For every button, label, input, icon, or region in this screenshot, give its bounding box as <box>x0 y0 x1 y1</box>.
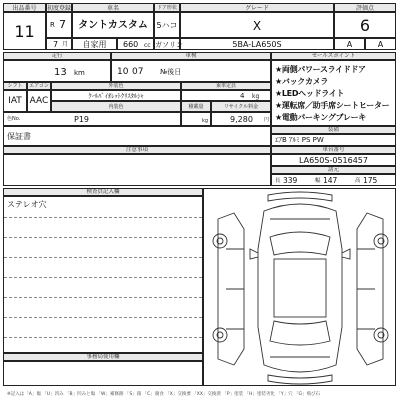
inspection-month-value: 07 <box>132 67 144 77</box>
recycle-value: 9,280 <box>230 115 253 124</box>
inspector-note: ステレオ穴 <box>7 200 47 209</box>
notes-header-label: 注意事項 <box>125 147 148 153</box>
score-value: 6 <box>359 16 371 35</box>
car-diagram-panel <box>203 188 396 386</box>
mileage-header <box>3 52 111 60</box>
exterior-grade-cell <box>365 38 396 50</box>
displacement-value: 660 <box>123 40 139 49</box>
interior-color-header <box>51 101 181 112</box>
mileage-cell <box>3 60 111 82</box>
interior-grade-cell <box>334 38 365 50</box>
shift-cell <box>3 90 27 112</box>
equipment-cell <box>271 134 396 146</box>
sales-points-cell <box>271 60 396 126</box>
doors-value: 5ハコ <box>156 21 178 30</box>
doors-cell <box>154 12 180 38</box>
lot-no-header-label: 出品番号 <box>12 4 37 12</box>
recycle-cell <box>211 112 271 126</box>
color-no-cell <box>3 112 181 126</box>
inspection-year-value: 10 <box>117 67 129 77</box>
fuel-value: ガソリン <box>155 40 183 49</box>
color-no-label: 色No. <box>7 116 21 122</box>
exterior-color-cell <box>51 90 181 101</box>
notes-cell <box>3 154 271 186</box>
sales-point-item: ★電動パーキングブレーキ <box>275 113 367 122</box>
usage-value: 自家用 <box>82 40 107 49</box>
legend-footer: ※記入は「A」傷 「U」凹み 「B」凹みと傷 「W」補修跡 「S」錆 「C」腐食 「X」交換要 「XX」交換済 「P」塗装 「H」塗装劣化 「Y」穴 「G」飛び石 <box>7 392 320 397</box>
year-value: 7 <box>59 18 66 31</box>
sales-point-item: ★LEDヘッドライト <box>275 89 345 98</box>
office-header <box>3 353 203 361</box>
sales-point-item: ★運転席／助手席シートヒーター <box>275 101 390 110</box>
capacity-cell <box>181 112 211 126</box>
dims-header <box>271 166 396 174</box>
lot-no-value: 11 <box>14 22 35 41</box>
shift-value: IAT <box>8 96 22 106</box>
interior-color-header-label: 内装色 <box>108 103 124 110</box>
warranty-value: 保証書 <box>7 132 31 141</box>
warranty-cell <box>3 126 271 146</box>
grade-header-label: グレード <box>244 4 269 12</box>
car-damage-diagram <box>204 189 397 387</box>
month-unit: 月 <box>62 41 69 48</box>
notes-header <box>3 146 271 154</box>
month-value: 7 <box>53 40 59 49</box>
seats-header-label: 乗車定員 <box>215 83 236 89</box>
doors-header <box>154 3 180 12</box>
score-cell <box>334 12 396 38</box>
sales-points-header <box>271 52 396 60</box>
grade-header <box>180 3 334 12</box>
capacity-unit: kg <box>202 118 209 124</box>
month-cell <box>46 38 72 50</box>
lot-no-header <box>3 3 46 12</box>
exterior-color-header <box>51 82 181 90</box>
mileage-header-label: 走行 <box>51 53 63 59</box>
length-value: 339 <box>283 176 298 185</box>
recycle-header <box>211 101 271 112</box>
fuel-cell <box>154 38 183 50</box>
car-name-value: タントカスタム <box>78 20 148 31</box>
seats-cell <box>181 90 271 101</box>
capacity-header-label: 積載量 <box>188 103 204 110</box>
displacement-unit: cc <box>144 42 151 49</box>
seats-header <box>181 82 271 90</box>
inspector-cell <box>3 196 203 353</box>
aircon-value: AAC <box>29 96 49 106</box>
mileage-value: 13 <box>54 67 67 78</box>
dims-cell <box>271 174 396 186</box>
auction-sheet <box>3 3 396 397</box>
width-label: 幅 <box>315 177 321 184</box>
inspector-header <box>3 188 203 196</box>
chassis-header-label: 車台番号 <box>322 147 345 153</box>
grade-cell <box>180 12 334 38</box>
office-header-label: 事務局使用欄 <box>86 354 120 360</box>
score-header-label: 評価点 <box>355 4 374 12</box>
chassis-header <box>271 146 396 154</box>
recycle-unit: 円 <box>264 117 270 123</box>
recycle-header-label: リサイクル料金 <box>223 103 259 110</box>
model-cell <box>180 38 334 50</box>
equipment-header-label: 装備 <box>327 127 339 133</box>
aircon-header-label: エアコン <box>29 83 49 89</box>
mileage-unit: km <box>74 69 85 77</box>
inspection-header-label: 車検 <box>185 53 197 59</box>
width-value: 147 <box>323 176 338 185</box>
usage-cell <box>72 38 117 50</box>
shift-header-label: シフト <box>7 83 23 89</box>
inspector-header-label: 検査員記入欄 <box>86 189 120 195</box>
equipment-value: ｴｱB ｱﾙﾐ PS PW <box>275 136 324 144</box>
color-no-value: P19 <box>74 115 90 124</box>
model-value: 5BA-LA650S <box>232 40 282 49</box>
car-name-header <box>72 3 154 12</box>
year-cell <box>46 12 72 38</box>
seats-value: 4 <box>240 92 245 100</box>
aircon-cell <box>27 90 51 112</box>
score-header <box>334 3 396 12</box>
sales-points-header-label: セールスポイント <box>311 53 356 59</box>
seats-unit: kg <box>252 93 260 100</box>
inspection-note: №後日 <box>160 68 182 76</box>
height-value: 175 <box>363 176 378 185</box>
capacity-header <box>181 101 211 112</box>
lot-no-cell <box>3 12 46 50</box>
car-name-header-label: 車名 <box>106 4 119 12</box>
height-label: 高 <box>355 177 361 184</box>
chassis-value: LA650S-0516457 <box>299 156 368 165</box>
car-name-cell <box>72 12 154 38</box>
dims-header-label: 諸元 <box>327 167 339 173</box>
exterior-color-header-label: 外装色 <box>108 83 124 89</box>
interior-grade-value: A <box>346 40 353 49</box>
doors-header-label: ドア形状 <box>157 4 177 11</box>
office-cell <box>3 361 203 386</box>
chassis-cell <box>271 154 396 166</box>
year-header-label: 初度登録 <box>47 4 72 12</box>
year-header <box>46 3 72 12</box>
displacement-cell <box>117 38 154 50</box>
length-label: 長 <box>275 177 281 184</box>
equipment-header <box>271 126 396 134</box>
shift-header <box>3 82 27 90</box>
sales-point-item: ★両側パワースライドドア <box>275 65 366 74</box>
exterior-grade-value: A <box>377 40 384 49</box>
aircon-header <box>27 82 51 90</box>
inspection-header <box>111 52 271 60</box>
inspection-cell <box>111 60 271 82</box>
exterior-color-value: ｸｰﾙﾊﾞｲｵﾚｯﾄｸﾘｽﾀﾙｼｬ <box>88 92 144 100</box>
sales-point-item: ★バックカメラ <box>275 77 329 86</box>
grade-value: X <box>252 19 262 33</box>
era-value: R <box>50 21 55 29</box>
